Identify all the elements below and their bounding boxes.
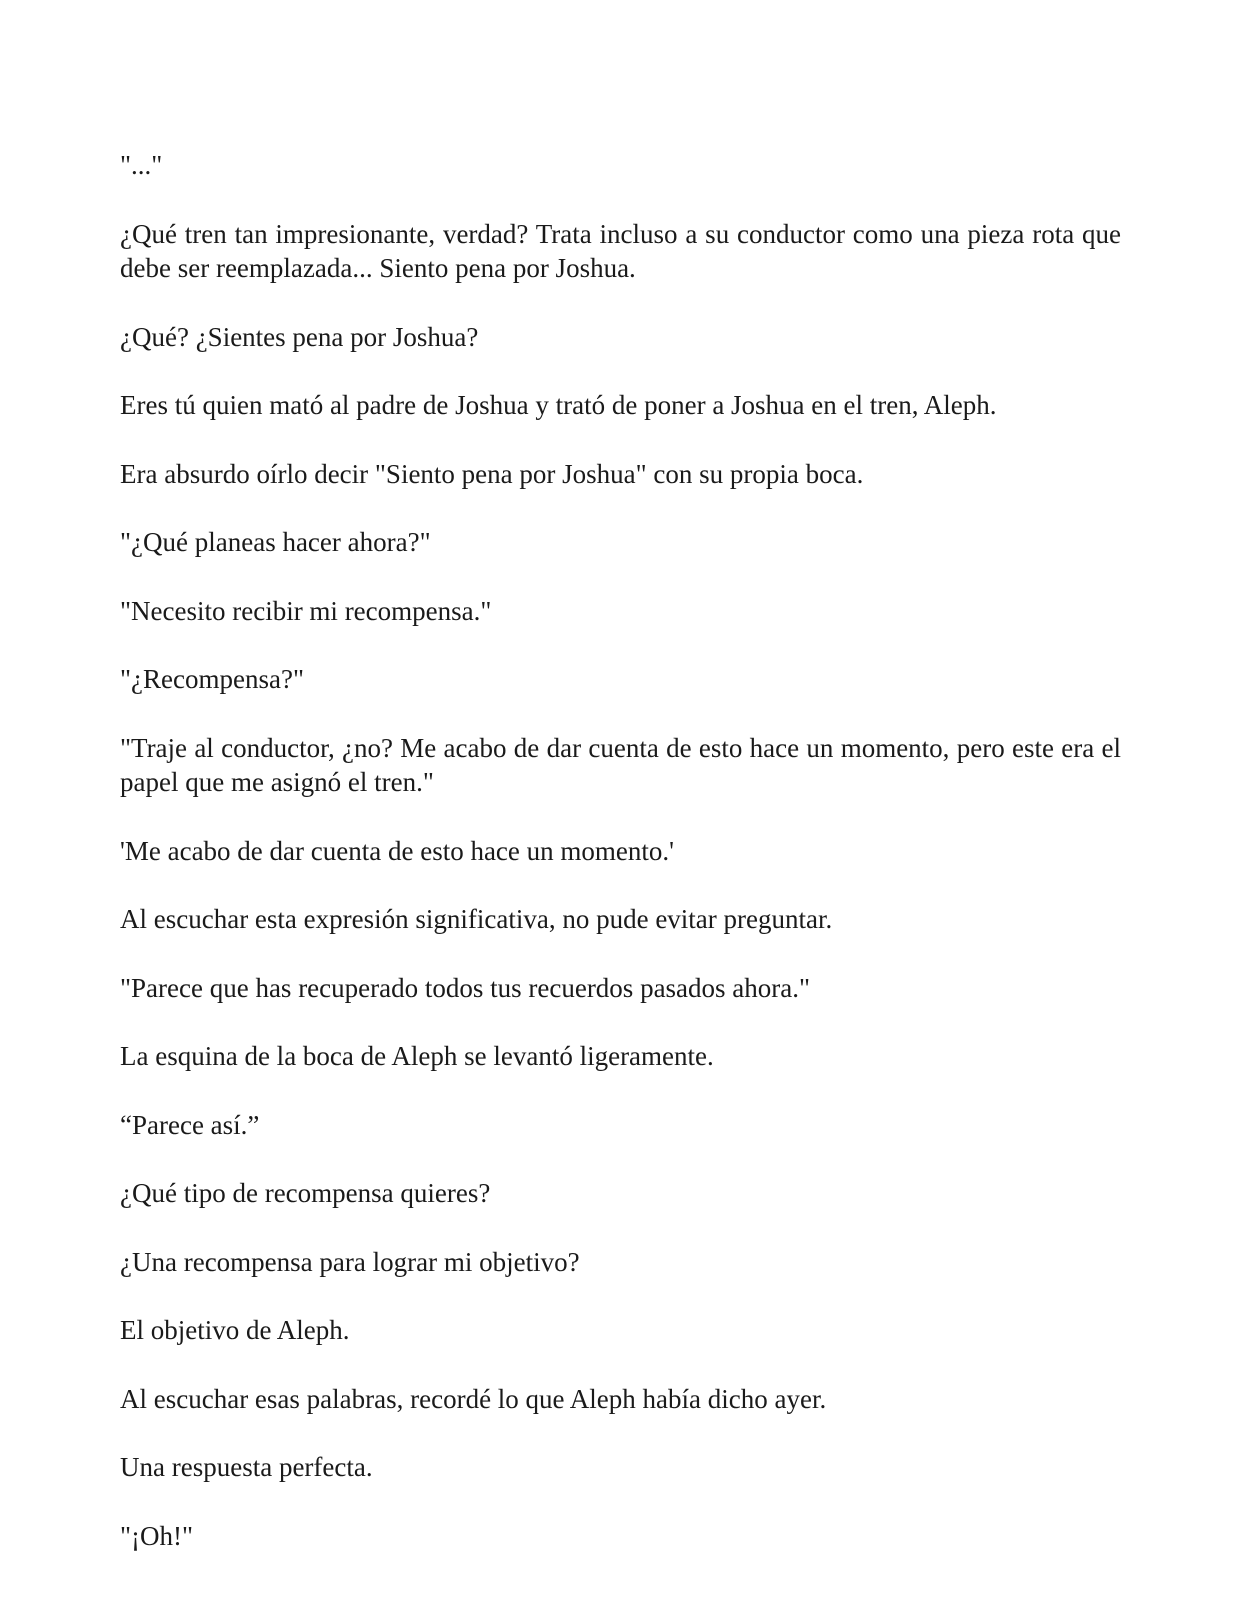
paragraph-8: "¿Recompensa?": [120, 664, 304, 694]
paragraph-10: 'Me acabo de dar cuenta de esto hace un momento.': [120, 835, 675, 866]
paragraph-5: Era absurdo oírlo decir "Siento pena por Joshua" con su propia boca.: [120, 458, 864, 489]
paragraph-20: "¡Oh!": [120, 1520, 194, 1551]
paragraph-1: "...": [120, 150, 163, 180]
paragraph-7: "Necesito recibir mi recompensa.": [120, 595, 492, 626]
paragraph-3: ¿Qué? ¿Sientes pena por Joshua?: [120, 321, 479, 352]
paragraph-17: El objetivo de Aleph.: [120, 1315, 350, 1345]
paragraph-2: ¿Qué tren tan impresionante, verdad? Trata incluso a su conductor como una pieza rota que debe ser reemplazada... Siento pena por Joshua.: [120, 218, 1128, 283]
paragraph-4: Eres tú quien mató al padre de Joshua y trató de poner a Joshua en el tren, Aleph.: [120, 390, 997, 420]
paragraph-13: La esquina de la boca de Aleph se levantó ligeramente.: [120, 1041, 714, 1071]
paragraph-14: “Parece así.”: [120, 1109, 260, 1140]
paragraph-19: Una respuesta perfecta.: [120, 1452, 373, 1482]
paragraph-12: "Parece que has recuperado todos tus recuerdos pasados ahora.": [120, 972, 811, 1003]
paragraph-9: "Traje al conductor, ¿no? Me acabo de dar cuenta de esto hace un momento, pero este era el papel que me asignó el tren.": [120, 732, 1128, 797]
paragraph-16: ¿Una recompensa para lograr mi objetivo?: [120, 1246, 580, 1277]
paragraph-6: "¿Qué planeas hacer ahora?": [120, 527, 431, 557]
paragraph-18: Al escuchar esas palabras, recordé lo que Aleph había dicho ayer.: [120, 1383, 827, 1414]
paragraph-15: ¿Qué tipo de recompensa quieres?: [120, 1178, 491, 1208]
paragraph-11: Al escuchar esta expresión significativa, no pude evitar preguntar.: [120, 904, 833, 934]
